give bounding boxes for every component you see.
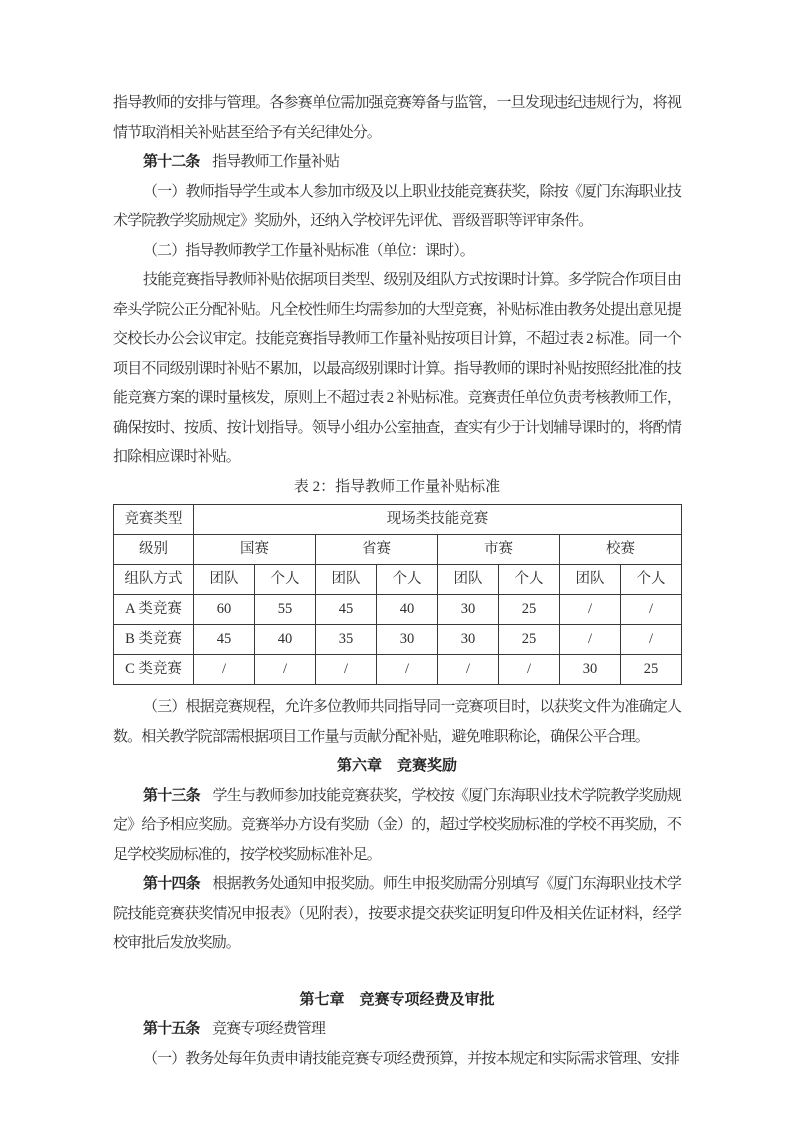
table-data-cell: 30 xyxy=(377,625,438,655)
article-12-body: 技能竞赛指导教师补贴依据项目类型、级别及组队方式按课时计算。多学院合作项目由牵头学院公正分配补贴。凡全校性师生均需参加的大型竞赛，补贴标准由教务处提出意见提交校长办公会议审定。技能竞赛指导教师工作量补贴按项目计算，不超过表 2 标准。同一个项目不同级别课时补贴不累加，以最高级别课时计算。指导教师的课时补贴按照经批准的技能竞赛方案的课时量核发，原则上不超过表 2 补贴标准。竞赛责任单位负责考核教师工作，确保按时、按质、按计划指导。领导小组办公室抽查，查实有少于计划辅导课时的，将酌情扣除相应课时补贴。 xyxy=(113,272,681,465)
table-header-cell: 个人 xyxy=(255,565,316,595)
table-data-cell: / xyxy=(316,655,377,685)
table-row-class-b xyxy=(114,625,682,655)
table-row-label: C 类竞赛 xyxy=(114,655,194,685)
table-data-cell: / xyxy=(621,625,682,655)
table-data-cell: / xyxy=(621,595,682,625)
table-header-cell: 校赛 xyxy=(560,535,682,565)
table-data-cell: 25 xyxy=(621,655,682,685)
article-14-text: 根据教务处通知申报奖励。师生申报奖励需分别填写《厦门东海职业技术学院技能竞赛获奖情况申报表》（见附表），按要求提交获奖证明复印件及相关佐证材料，经学校审批后发放奖励。 xyxy=(113,876,681,951)
chapter-7-heading: 第七章 竞赛专项经费及审批 xyxy=(299,991,495,1008)
chapter-6-heading: 第六章 竞赛奖励 xyxy=(336,758,457,774)
table-data-cell: / xyxy=(255,655,316,685)
table-data-cell: 45 xyxy=(194,625,255,655)
table-data-cell: / xyxy=(560,595,621,625)
table-row-class-c xyxy=(114,655,682,685)
article-13-number: 第十三条 xyxy=(143,787,200,804)
article-12-heading xyxy=(113,148,681,178)
table-data-cell: 40 xyxy=(255,625,316,655)
article-15-number: 第十五条 xyxy=(143,1021,200,1037)
table-data-cell: 35 xyxy=(316,625,377,655)
table-header-cell: 组队方式 xyxy=(114,565,194,595)
table-caption: 表 2：指导教师工作量补贴标准 xyxy=(293,478,501,495)
table-row-competition-type xyxy=(114,505,682,535)
table-data-cell: 55 xyxy=(255,595,316,625)
table-data-cell: 60 xyxy=(194,595,255,625)
table-header-cell: 个人 xyxy=(621,565,682,595)
paragraph-carryover: 指导教师的安排与管理。各参赛单位需加强竞赛筹备与监管，一旦发现违纪违规行为，将视情节取消相关补贴甚至给予有关纪律处分。 xyxy=(113,95,681,141)
article-13-paragraph xyxy=(113,782,681,871)
table-data-cell: / xyxy=(499,655,560,685)
article-12-item-1: （一）教师指导学生或本人参加市级及以上职业技能竞赛获奖，除按《厦门东海职业技术学院教学奖励规定》奖励外，还纳入学校评先评优、晋级晋职等评审条件。 xyxy=(113,183,681,229)
table-data-cell: 25 xyxy=(499,595,560,625)
article-14-paragraph xyxy=(113,870,681,959)
table-header-cell: 个人 xyxy=(377,565,438,595)
table-row-team-mode xyxy=(114,565,682,595)
table-row-label: B 类竞赛 xyxy=(114,625,194,655)
table-data-cell: / xyxy=(438,655,499,685)
table-row-level xyxy=(114,535,682,565)
table-data-cell: 30 xyxy=(438,625,499,655)
article-15-title: 竞赛专项经费管理 xyxy=(212,1021,325,1037)
table-header-cell: 团队 xyxy=(560,565,621,595)
article-12-item-2: （二）指导教师教学工作量补贴标准（单位：课时）。 xyxy=(143,242,474,259)
table-header-cell: 个人 xyxy=(499,565,560,595)
article-12-item-3: （三）根据竞赛规程，允许多位教师共同指导同一竞赛项目时，以获奖文件为准确定人数。相关教学院部需根据项目工作量与贡献分配补贴，避免唯职称论，确保公平合理。 xyxy=(113,699,681,745)
article-15-item-1: （一）教务处每年负责申请技能竞赛专项经费预算，并按本规定和实际需求管理、安排 xyxy=(143,1050,679,1067)
table-header-cell: 团队 xyxy=(438,565,499,595)
table-header-cell: 现场类技能竞赛 xyxy=(194,505,682,535)
table-header-cell: 团队 xyxy=(194,565,255,595)
table-row-label: A 类竞赛 xyxy=(114,595,194,625)
article-15-heading xyxy=(113,1015,681,1045)
table-header-cell: 国赛 xyxy=(194,535,316,565)
table-data-cell: / xyxy=(194,655,255,685)
table-data-cell: 30 xyxy=(560,655,621,685)
table-data-cell: / xyxy=(377,655,438,685)
table-data-cell: 30 xyxy=(438,595,499,625)
table-header-cell: 竞赛类型 xyxy=(114,505,194,535)
table-row-class-a xyxy=(114,595,682,625)
article-13-text: 学生与教师参加技能竞赛获奖，学校按《厦门东海职业技术学院教学奖励规定》给予相应奖励。竞赛举办方设有奖励（金）的，超过学校奖励标准的学校不再奖励，不足学校奖励标准的，按学校奖励标准补足。 xyxy=(113,787,681,863)
table-header-cell: 省赛 xyxy=(316,535,438,565)
article-12-number: 第十二条 xyxy=(143,154,200,170)
article-14-number: 第十四条 xyxy=(143,876,200,892)
article-12-title: 指导教师工作量补贴 xyxy=(212,154,340,170)
table-header-cell: 团队 xyxy=(316,565,377,595)
table-data-cell: 45 xyxy=(316,595,377,625)
table-data-cell: 25 xyxy=(499,625,560,655)
table-data-cell: 40 xyxy=(377,595,438,625)
table-header-cell: 市赛 xyxy=(438,535,560,565)
table-header-cell: 级别 xyxy=(114,535,194,565)
subsidy-standard-table xyxy=(113,504,682,685)
table-data-cell: / xyxy=(560,625,621,655)
